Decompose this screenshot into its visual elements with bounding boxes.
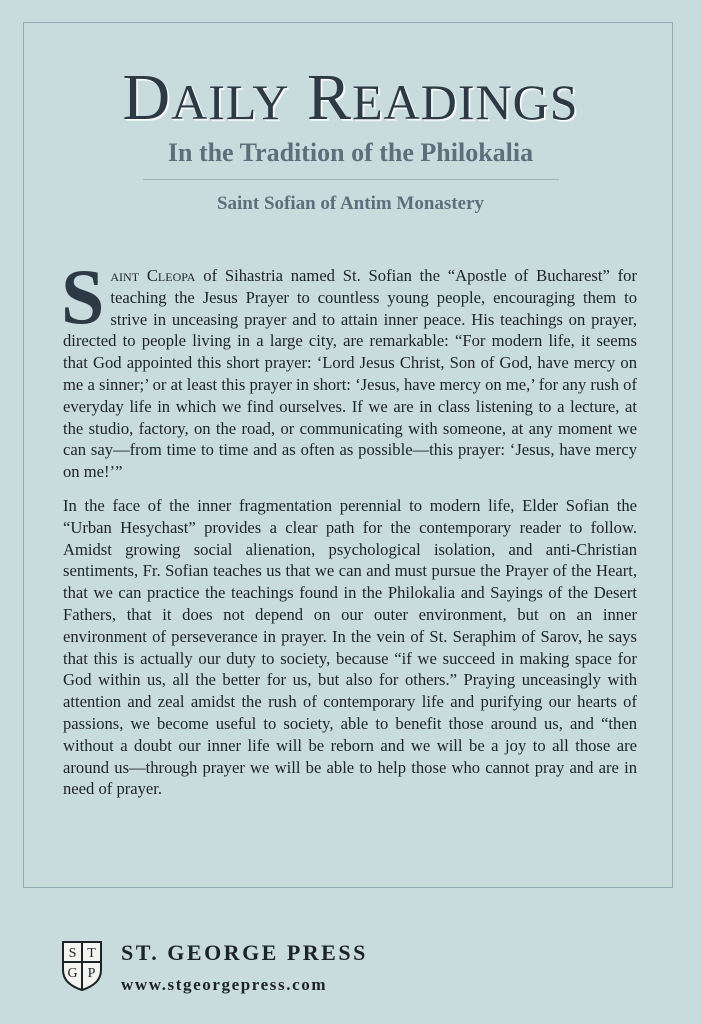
title-word-daily-rest: AILY	[171, 74, 290, 130]
paragraph-1	[61, 253, 637, 483]
book-subtitle: In the Tradition of the Philokalia	[167, 138, 534, 167]
logo-letter-s: S	[68, 946, 77, 961]
book-title	[0, 62, 701, 138]
book-author: Saint Sofian of Antim Monastery	[216, 193, 485, 214]
publisher-name: ST. GEORGE PRESS	[121, 940, 368, 965]
title-initial-d: D	[122, 61, 172, 134]
paragraph-1-text: of Sihastria named St. Sofian the “Apostle of Bucharest” for teaching the Jesus Prayer to countless young people, encouraging them to strive in unceasing prayer and to attain inner peace. His teachings on prayer, directed to people living in a large city, are remarkable: “For modern life, it seems that God appointed this short prayer: ‘Lord Jesus Christ, Son of God, have mercy on me a sinner;’ or at least this prayer in short: ‘Jesus, have mercy on me,’ for any rush of everyday life in which we find ourselves. If we are in class listening to a lecture, at the studio, factory, on the road, or communicating with someone, at any moment we can say—from time to time and as often as possible—this prayer: ‘Jesus, have mercy on me!’”	[63, 266, 637, 482]
header-divider	[143, 179, 559, 180]
logo-letter-p: P	[87, 966, 96, 981]
logo-letter-t: T	[87, 946, 96, 961]
logo-letter-g: G	[67, 966, 78, 981]
publisher-url[interactable]: www.stgeorgepress.com	[121, 975, 328, 994]
shield-logo-icon	[61, 940, 103, 992]
description-text	[61, 253, 637, 812]
title-word-readings-rest: EADINGS	[352, 74, 579, 130]
drop-cap: S	[61, 253, 105, 340]
paragraph-2: In the face of the inner fragmentation perennial to modern life, Elder Sofian the “Urban Hesychast” provides a clear path for the contemporary reader to follow. Amidst growing social alienation, psychological isolation, and anti-Christian sentiments, Fr. Sofian teaches us that we can and must pursue the Prayer of the Heart, that we can practice the teachings found in the Philokalia and Sayings of the Desert Fathers, that it does not depend on our outer environment, but on an inner environment of perseverance in prayer. In the vein of St. Seraphim of Sarov, he says that this is actually our duty to society, because “if we succeed in making space for God within us, all the better for us, but also for others.” Praying unceasingly with attention and zeal amidst the rush of contemporary life and purifying our hearts of passions, we become useful to society, able to benefit those around us, and “then without a doubt our inner life will be reborn and we will be a joy to all those are around us—through prayer we will be able to help those who cannot pray and are in need of prayer.	[63, 495, 637, 799]
lead-smallcaps: aint Cleopa	[110, 266, 196, 285]
title-initial-r: R	[307, 61, 353, 134]
